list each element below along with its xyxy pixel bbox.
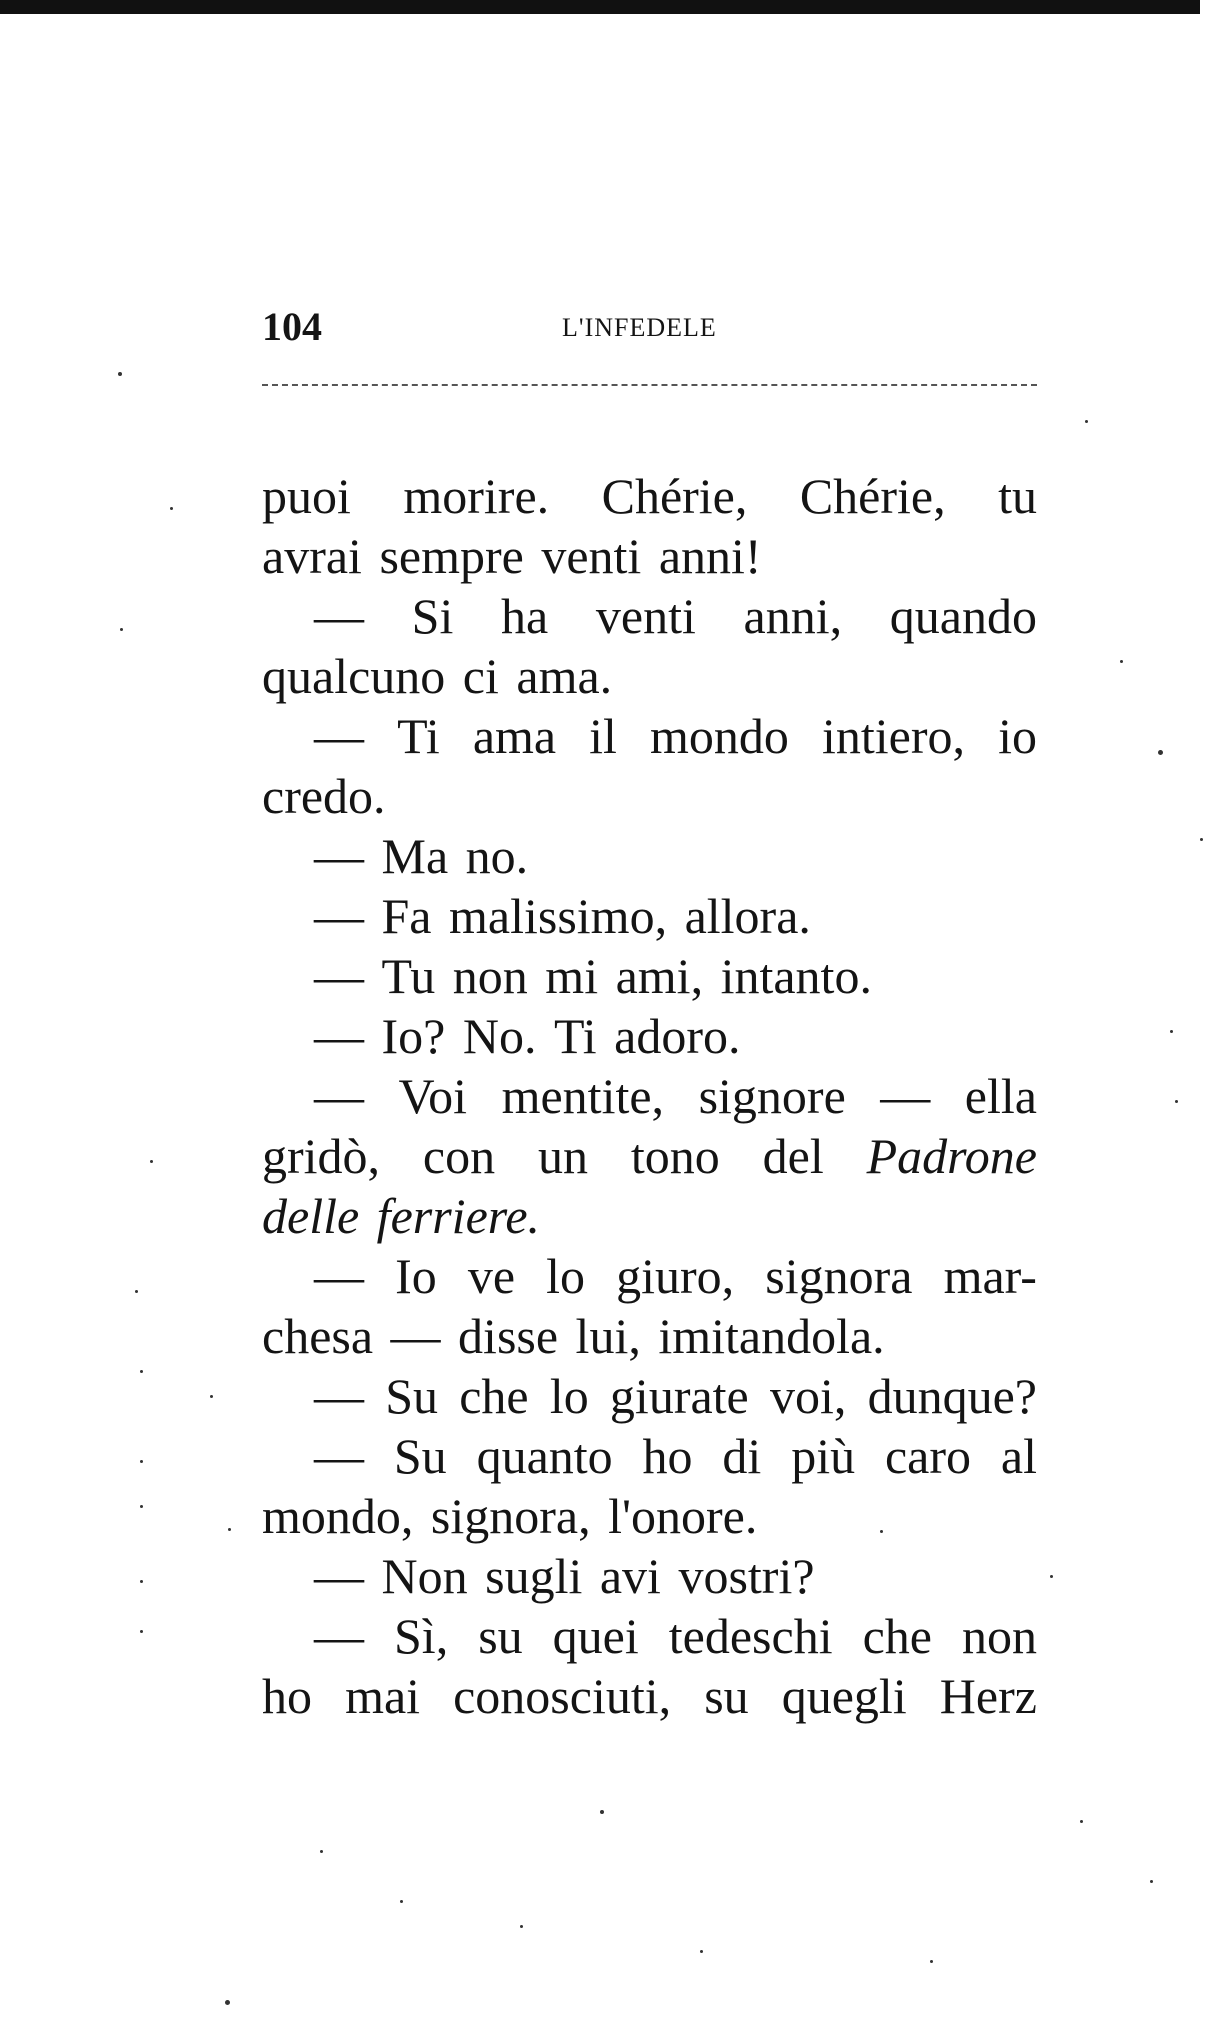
word: Ti xyxy=(553,1008,597,1064)
text-line xyxy=(262,646,1037,706)
word: signora xyxy=(765,1248,913,1304)
word: Tu xyxy=(381,948,436,1004)
scan-speck xyxy=(1050,1575,1053,1578)
word: ama. xyxy=(516,648,613,704)
text-line xyxy=(262,1066,1037,1126)
text-line xyxy=(262,526,1037,586)
word: tu xyxy=(998,468,1037,524)
word: gridò, xyxy=(262,1128,381,1184)
scan-speck xyxy=(210,1395,213,1398)
body-text xyxy=(262,466,1037,1726)
text-line xyxy=(262,826,1037,886)
scan-speck xyxy=(118,372,122,376)
word: con xyxy=(422,1128,496,1184)
word: — xyxy=(314,888,364,944)
word: ama xyxy=(472,708,557,764)
word: Voi xyxy=(398,1068,468,1124)
word: — xyxy=(314,1068,364,1124)
word: credo. xyxy=(262,768,386,824)
scan-speck xyxy=(1175,1100,1178,1103)
word: dunque? xyxy=(867,1368,1037,1424)
scan-speck xyxy=(140,1580,143,1583)
page-header xyxy=(262,302,1037,362)
word: Ti xyxy=(397,708,440,764)
word: vostri? xyxy=(678,1548,815,1604)
word: avi xyxy=(599,1548,661,1604)
scan-speck xyxy=(1150,1880,1153,1883)
word: su xyxy=(478,1608,523,1664)
word: ci xyxy=(462,648,499,704)
text-line xyxy=(262,946,1037,1006)
word: Sì, xyxy=(394,1608,449,1664)
word: lui, xyxy=(575,1308,641,1364)
word: Padrone xyxy=(866,1128,1037,1184)
page-number: 104 xyxy=(262,304,322,349)
text-line xyxy=(262,766,1037,826)
word: No. xyxy=(462,1008,537,1064)
scan-speck xyxy=(1120,660,1123,663)
word: del xyxy=(762,1128,824,1184)
scan-speck xyxy=(140,1505,143,1508)
word: ho xyxy=(642,1428,693,1484)
word: caro xyxy=(884,1428,972,1484)
word: venti xyxy=(541,528,642,584)
text-line xyxy=(262,1246,1037,1306)
word: qualcuno xyxy=(262,648,446,704)
word: non xyxy=(452,948,528,1004)
word: mondo, xyxy=(262,1488,414,1544)
text-line xyxy=(262,1426,1037,1486)
word: adoro. xyxy=(614,1008,741,1064)
scan-speck xyxy=(170,507,173,510)
scan-speck xyxy=(140,1630,143,1633)
word: tedeschi xyxy=(668,1608,833,1664)
word: ha xyxy=(501,588,549,644)
word: lo xyxy=(549,1368,589,1424)
word: Io xyxy=(395,1248,437,1304)
word: ho xyxy=(262,1668,312,1724)
word: mai xyxy=(345,1668,421,1724)
word: — xyxy=(314,828,364,884)
word: intiero, xyxy=(821,708,966,764)
word: ve xyxy=(467,1248,516,1304)
word: — xyxy=(314,1368,364,1424)
word: Su xyxy=(393,1428,447,1484)
scan-speck xyxy=(600,1810,604,1814)
word: signora, xyxy=(430,1488,591,1544)
word: Ma xyxy=(381,828,449,884)
text-line xyxy=(262,1486,1037,1546)
word: che xyxy=(862,1608,932,1664)
word: l'onore. xyxy=(608,1488,758,1544)
word: — xyxy=(314,1008,364,1064)
word: avrai xyxy=(262,528,362,584)
word: allora. xyxy=(684,888,811,944)
word: Si xyxy=(411,588,454,644)
word: chesa xyxy=(262,1308,374,1364)
word: sugli xyxy=(485,1548,583,1604)
scan-speck xyxy=(520,1925,523,1928)
word: mondo xyxy=(650,708,789,764)
word: tono xyxy=(630,1128,720,1184)
word: quegli xyxy=(781,1668,907,1724)
word: quando xyxy=(889,588,1037,644)
word: venti xyxy=(595,588,696,644)
word: Chérie, xyxy=(601,468,748,524)
word: Non xyxy=(381,1548,468,1604)
word: anni, xyxy=(743,588,843,644)
scan-speck xyxy=(320,1850,323,1853)
word: ferriere. xyxy=(376,1188,541,1244)
word: — xyxy=(314,948,364,1004)
word: più xyxy=(791,1428,856,1484)
text-line xyxy=(262,886,1037,946)
word: il xyxy=(589,708,617,764)
text-line xyxy=(262,1006,1037,1066)
word: mar- xyxy=(943,1248,1037,1304)
scan-speck xyxy=(120,628,123,631)
word: che xyxy=(459,1368,529,1424)
word: mentite, xyxy=(501,1068,665,1124)
top-border-rule xyxy=(0,0,1200,14)
header-divider xyxy=(262,384,1037,386)
scan-speck xyxy=(1200,838,1203,841)
word: non xyxy=(961,1608,1037,1664)
word: — xyxy=(390,1308,441,1364)
word: giurate xyxy=(609,1368,749,1424)
word: giuro, xyxy=(616,1248,735,1304)
word: anni! xyxy=(658,528,762,584)
word: signore xyxy=(698,1068,846,1124)
word: — xyxy=(314,1248,364,1304)
word: malissimo, xyxy=(449,888,668,944)
scan-speck xyxy=(135,1290,138,1293)
word: lo xyxy=(546,1248,586,1304)
word: voi, xyxy=(769,1368,847,1424)
word: — xyxy=(314,1608,364,1664)
word: un xyxy=(538,1128,588,1184)
word: puoi xyxy=(262,468,351,524)
word: Herz xyxy=(939,1668,1037,1724)
word: quei xyxy=(552,1608,639,1664)
scan-speck xyxy=(1170,1030,1173,1033)
text-line xyxy=(262,1606,1037,1666)
word: conosciuti, xyxy=(453,1668,672,1724)
scan-speck xyxy=(400,1900,403,1903)
scan-speck xyxy=(150,1160,153,1163)
word: quanto xyxy=(476,1428,613,1484)
running-head: L'INFEDELE xyxy=(562,313,717,342)
scan-speck xyxy=(228,1528,231,1531)
text-line xyxy=(262,1306,1037,1366)
scan-speck xyxy=(1085,420,1088,423)
scan-speck xyxy=(880,1530,883,1533)
word: intanto. xyxy=(720,948,872,1004)
word: Su xyxy=(385,1368,439,1424)
word: ami, xyxy=(615,948,704,1004)
word: — xyxy=(314,708,364,764)
word: Chérie, xyxy=(799,468,946,524)
word: al xyxy=(1000,1428,1037,1484)
word: di xyxy=(722,1428,762,1484)
text-line xyxy=(262,1186,1037,1246)
word: disse xyxy=(458,1308,559,1364)
scan-speck xyxy=(700,1950,703,1953)
word: su xyxy=(704,1668,749,1724)
word: io xyxy=(998,708,1037,764)
word: Fa xyxy=(381,888,432,944)
word: imitandola. xyxy=(658,1308,885,1364)
text-line xyxy=(262,1126,1037,1186)
word: — xyxy=(314,588,364,644)
word: mi xyxy=(545,948,599,1004)
word: Io? xyxy=(381,1008,446,1064)
word: — xyxy=(314,1428,364,1484)
word: morire. xyxy=(403,468,550,524)
text-line xyxy=(262,586,1037,646)
text-line xyxy=(262,1666,1037,1726)
scan-speck xyxy=(1080,1820,1083,1823)
text-line xyxy=(262,1546,1037,1606)
text-line xyxy=(262,466,1037,526)
word: no. xyxy=(465,828,529,884)
word: — xyxy=(314,1548,364,1604)
word: delle xyxy=(262,1188,360,1244)
scan-speck xyxy=(1158,750,1163,755)
word: ella xyxy=(964,1068,1037,1124)
text-line xyxy=(262,706,1037,766)
word: — xyxy=(880,1068,931,1124)
scan-speck xyxy=(930,1960,933,1963)
scan-speck xyxy=(140,1370,143,1373)
word: sempre xyxy=(379,528,524,584)
scan-speck xyxy=(140,1460,143,1463)
scan-speck xyxy=(225,2000,230,2005)
text-line xyxy=(262,1366,1037,1426)
